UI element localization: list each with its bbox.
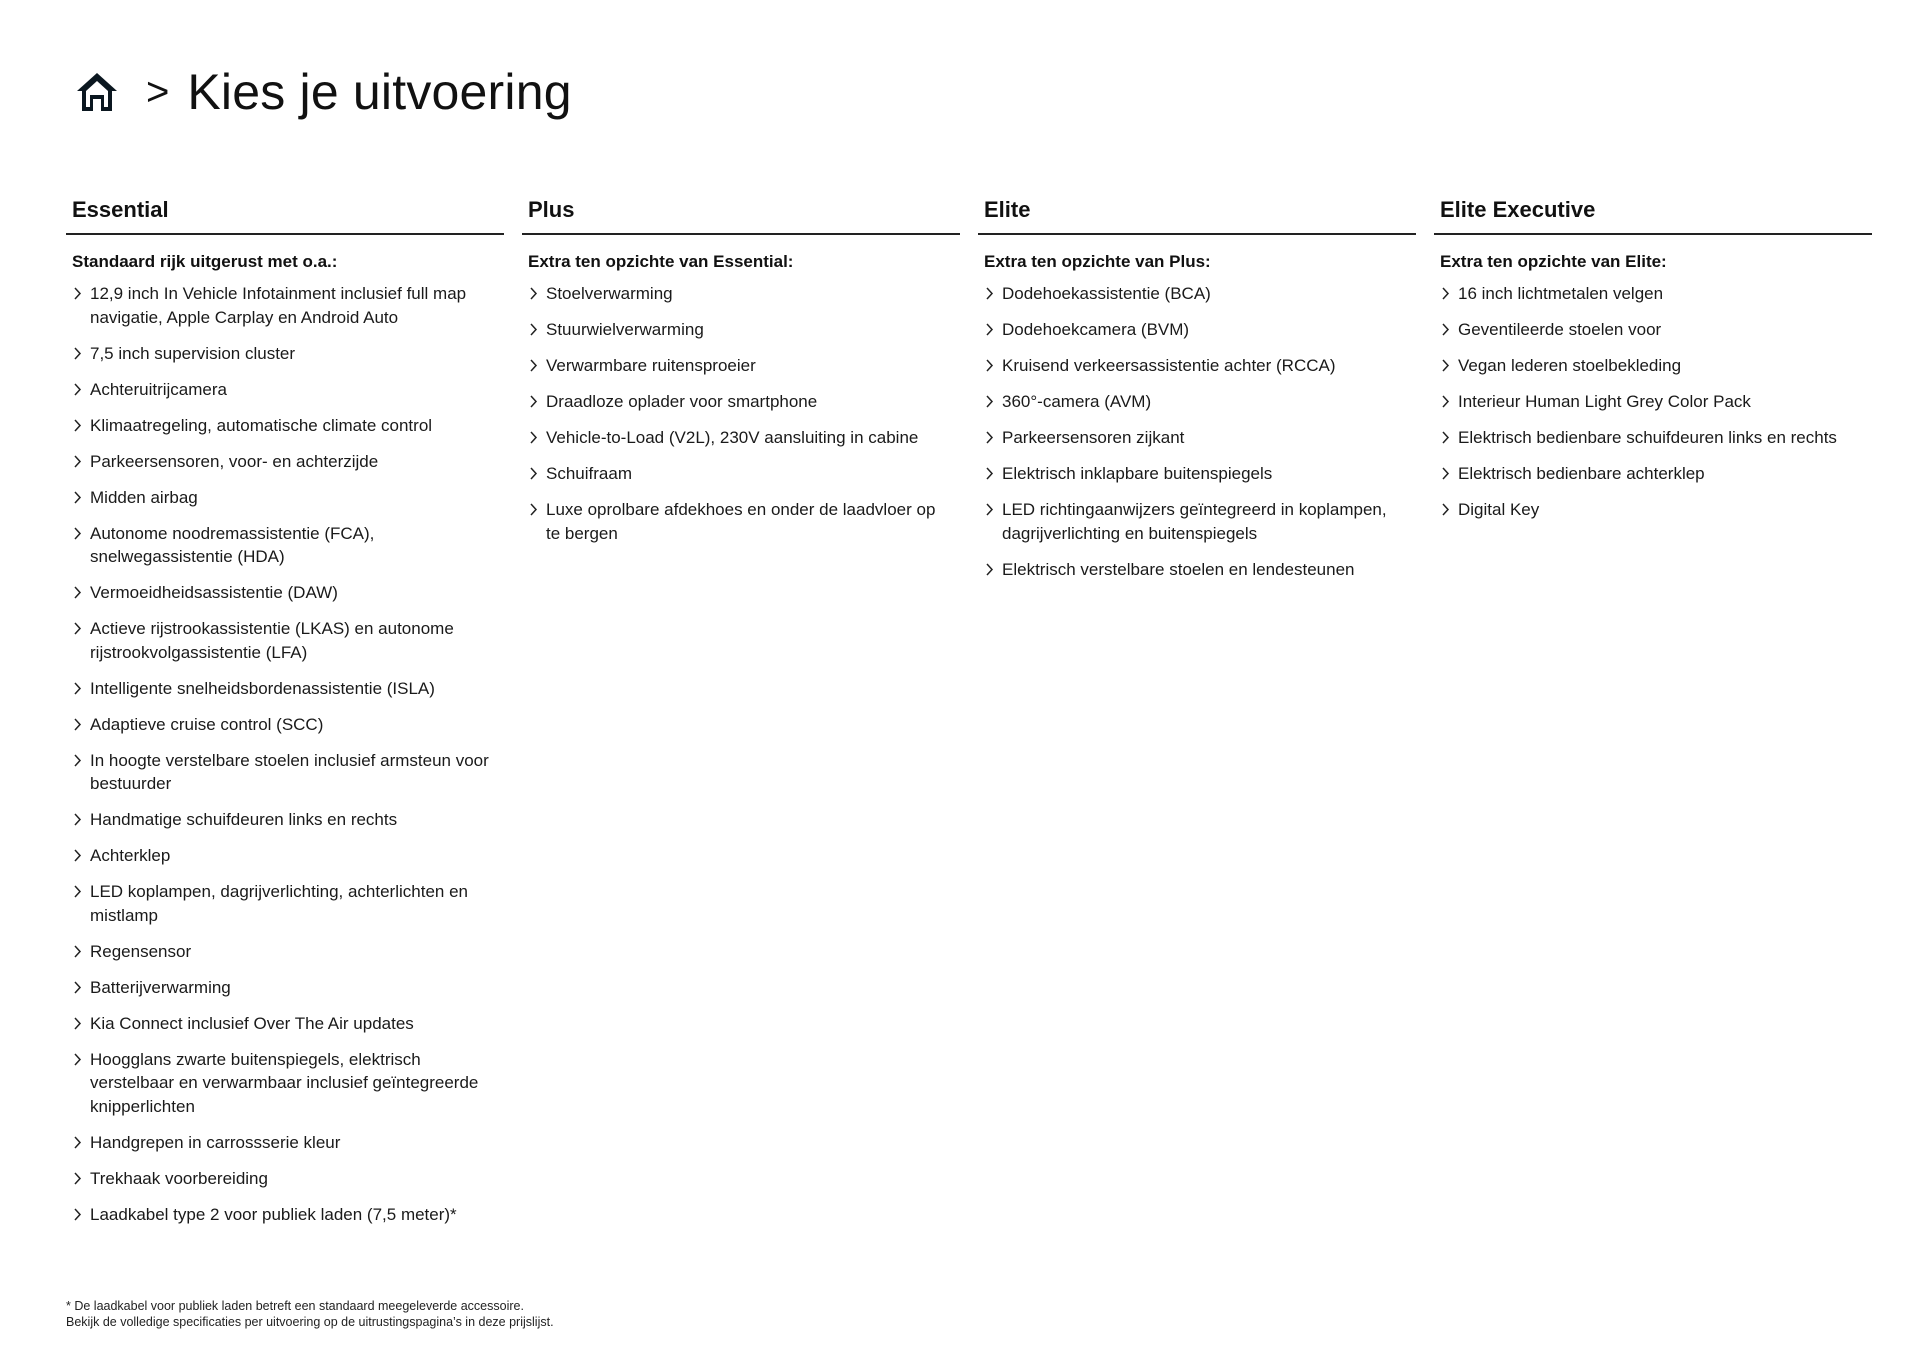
chevron-right-icon bbox=[72, 749, 84, 772]
feature-item bbox=[72, 1131, 504, 1155]
footnote-line-2: Bekijk de volledige specificaties per uitvoering op de uitrustingspagina’s in deze prijslijst. bbox=[66, 1315, 554, 1329]
feature-text: Adaptieve cruise control (SCC) bbox=[90, 714, 324, 734]
feature-text: Batterijverwarming bbox=[90, 977, 231, 997]
chevron-right-icon bbox=[72, 378, 84, 401]
feature-text: Elektrisch inklapbare buitenspiegels bbox=[1002, 464, 1273, 483]
feature-item bbox=[984, 354, 1416, 378]
feature-text: Luxe oprolbare afdekhoes en onder de laadvloer op te bergen bbox=[546, 500, 936, 543]
trim-heading: Essential bbox=[66, 193, 504, 235]
feature-text: Parkeersensoren, voor- en achterzijde bbox=[90, 451, 379, 471]
feature-item bbox=[984, 558, 1416, 582]
feature-item bbox=[72, 844, 504, 868]
chevron-right-icon bbox=[528, 318, 540, 341]
feature-item bbox=[72, 940, 504, 964]
feature-item bbox=[528, 354, 960, 378]
feature-list bbox=[522, 282, 960, 545]
feature-item bbox=[1440, 498, 1872, 522]
feature-item bbox=[72, 617, 504, 664]
feature-item bbox=[528, 390, 960, 414]
feature-text: Klimaatregeling, automatische climate control bbox=[90, 415, 433, 435]
chevron-right-icon bbox=[72, 1012, 84, 1035]
feature-text: Actieve rijstrookassistentie (LKAS) en autonome rijstrookvolgassistentie (LFA) bbox=[90, 619, 454, 662]
chevron-right-icon bbox=[528, 498, 540, 521]
chevron-right-icon bbox=[528, 462, 540, 485]
chevron-right-icon bbox=[984, 354, 996, 377]
feature-item bbox=[984, 282, 1416, 306]
feature-item bbox=[528, 426, 960, 450]
feature-text: Autonome noodremassistentie (FCA), snelwegassistentie (HDA) bbox=[90, 523, 375, 566]
feature-text: Regensensor bbox=[90, 941, 192, 961]
feature-text: Elektrisch bedienbare schuifdeuren links en rechts bbox=[1458, 428, 1837, 447]
chevron-right-icon bbox=[72, 677, 84, 700]
feature-text: Elektrisch bedienbare achterklep bbox=[1458, 464, 1705, 483]
chevron-right-icon bbox=[984, 282, 996, 305]
feature-item bbox=[1440, 462, 1872, 486]
chevron-right-icon bbox=[72, 808, 84, 831]
feature-item bbox=[72, 342, 504, 366]
feature-text: 360°-camera (AVM) bbox=[1002, 392, 1152, 411]
chevron-right-icon bbox=[72, 581, 84, 604]
breadcrumb bbox=[74, 62, 572, 122]
feature-item bbox=[528, 498, 960, 545]
feature-text: LED richtingaanwijzers geïntegreerd in koplampen, dagrijverlichting en buitenspiegels bbox=[1002, 500, 1387, 543]
feature-text: Draadloze oplader voor smartphone bbox=[546, 392, 818, 411]
feature-item bbox=[984, 498, 1416, 545]
feature-item bbox=[528, 282, 960, 306]
feature-text: Geventileerde stoelen voor bbox=[1458, 320, 1662, 339]
feature-item bbox=[72, 677, 504, 701]
feature-text: Kruisend verkeersassistentie achter (RCCA) bbox=[1002, 356, 1336, 375]
trim-subheading: Extra ten opzichte van Essential: bbox=[528, 252, 794, 271]
feature-text: LED koplampen, dagrijverlichting, achterlichten en mistlamp bbox=[90, 882, 468, 925]
feature-item bbox=[984, 462, 1416, 486]
feature-text: Trekhaak voorbereiding bbox=[90, 1168, 268, 1188]
feature-text: Digital Key bbox=[1458, 500, 1540, 519]
breadcrumb-separator: > bbox=[146, 70, 170, 114]
feature-item bbox=[72, 713, 504, 737]
feature-item bbox=[1440, 354, 1872, 378]
feature-item bbox=[528, 462, 960, 486]
trim-heading: Elite Executive bbox=[1434, 193, 1872, 235]
feature-item bbox=[72, 282, 504, 329]
home-icon[interactable] bbox=[74, 69, 120, 115]
page-title: Kies je uitvoering bbox=[187, 64, 572, 120]
chevron-right-icon bbox=[528, 354, 540, 377]
feature-text: Dodehoekcamera (BVM) bbox=[1002, 320, 1190, 339]
feature-text: Vegan lederen stoelbekleding bbox=[1458, 356, 1682, 375]
trim-heading: Elite bbox=[978, 193, 1416, 235]
feature-item bbox=[1440, 282, 1872, 306]
feature-text: Laadkabel type 2 voor publiek laden (7,5 meter)* bbox=[90, 1204, 457, 1224]
feature-text: Vermoeidheidsassistentie (DAW) bbox=[90, 583, 338, 602]
feature-text: 12,9 inch In Vehicle Infotainment inclusief full map navigatie, Apple Carplay en Android Auto bbox=[90, 284, 467, 327]
chevron-right-icon bbox=[1440, 282, 1452, 305]
feature-text: Stoelverwarming bbox=[546, 284, 673, 303]
chevron-right-icon bbox=[1440, 498, 1452, 521]
chevron-right-icon bbox=[72, 1167, 84, 1190]
trim-subheading: Extra ten opzichte van Elite: bbox=[1440, 252, 1667, 271]
feature-item bbox=[72, 808, 504, 832]
chevron-right-icon bbox=[72, 976, 84, 999]
chevron-right-icon bbox=[72, 486, 84, 509]
trim-column-essential bbox=[66, 193, 504, 1239]
feature-text: Parkeersensoren zijkant bbox=[1002, 428, 1185, 447]
feature-item bbox=[72, 378, 504, 402]
chevron-right-icon bbox=[72, 1203, 84, 1226]
chevron-right-icon bbox=[528, 390, 540, 413]
chevron-right-icon bbox=[984, 318, 996, 341]
feature-item bbox=[72, 1203, 504, 1227]
feature-text: In hoogte verstelbare stoelen inclusief armsteun voor bestuurder bbox=[90, 750, 489, 793]
feature-item bbox=[72, 486, 504, 510]
chevron-right-icon bbox=[1440, 426, 1452, 449]
feature-item bbox=[72, 749, 504, 796]
feature-item bbox=[1440, 426, 1872, 450]
feature-text: Dodehoekassistentie (BCA) bbox=[1002, 284, 1211, 303]
feature-item bbox=[984, 390, 1416, 414]
chevron-right-icon bbox=[984, 462, 996, 485]
feature-text: Stuurwielverwarming bbox=[546, 320, 704, 339]
chevron-right-icon bbox=[72, 844, 84, 867]
feature-text: Handgrepen in carrossserie kleur bbox=[90, 1132, 341, 1152]
feature-text: Midden airbag bbox=[90, 487, 198, 507]
feature-item bbox=[528, 318, 960, 342]
chevron-right-icon bbox=[72, 414, 84, 437]
feature-item bbox=[984, 318, 1416, 342]
chevron-right-icon bbox=[1440, 318, 1452, 341]
feature-item bbox=[72, 1048, 504, 1119]
feature-text: Vehicle-to-Load (V2L), 230V aansluiting in cabine bbox=[546, 428, 919, 447]
chevron-right-icon bbox=[72, 880, 84, 903]
chevron-right-icon bbox=[1440, 390, 1452, 413]
chevron-right-icon bbox=[72, 940, 84, 963]
feature-text: Achteruitrijcamera bbox=[90, 379, 227, 399]
trim-heading: Plus bbox=[522, 193, 960, 235]
feature-text: Intelligente snelheidsbordenassistentie (ISLA) bbox=[90, 678, 435, 698]
feature-text: Schuifraam bbox=[546, 464, 632, 483]
feature-text: Interieur Human Light Grey Color Pack bbox=[1458, 392, 1751, 411]
trim-subheading: Standaard rijk uitgerust met o.a.: bbox=[72, 252, 338, 271]
trim-columns bbox=[66, 193, 1874, 1239]
feature-text: Hoogglans zwarte buitenspiegels, elektrisch verstelbaar en verwarmbaar inclusief geïntegreerde knipperlichten bbox=[90, 1049, 479, 1116]
feature-item bbox=[72, 1012, 504, 1036]
feature-list bbox=[978, 282, 1416, 581]
feature-item bbox=[1440, 390, 1872, 414]
feature-text: 7,5 inch supervision cluster bbox=[90, 343, 296, 363]
trim-column-plus bbox=[522, 193, 960, 1239]
footnote bbox=[66, 1298, 554, 1330]
chevron-right-icon bbox=[528, 282, 540, 305]
feature-text: 16 inch lichtmetalen velgen bbox=[1458, 284, 1664, 303]
feature-item bbox=[984, 426, 1416, 450]
feature-text: Kia Connect inclusief Over The Air updates bbox=[90, 1013, 414, 1033]
feature-item bbox=[1440, 318, 1872, 342]
chevron-right-icon bbox=[72, 617, 84, 640]
feature-item bbox=[72, 522, 504, 569]
trim-column-elite-executive bbox=[1434, 193, 1872, 1239]
feature-list bbox=[66, 282, 504, 1226]
chevron-right-icon bbox=[984, 390, 996, 413]
chevron-right-icon bbox=[72, 342, 84, 365]
feature-item bbox=[72, 976, 504, 1000]
chevron-right-icon bbox=[72, 522, 84, 545]
chevron-right-icon bbox=[984, 558, 996, 581]
feature-text: Verwarmbare ruitensproeier bbox=[546, 356, 756, 375]
chevron-right-icon bbox=[72, 1131, 84, 1154]
feature-text: Elektrisch verstelbare stoelen en lendesteunen bbox=[1002, 559, 1355, 579]
feature-item bbox=[72, 1167, 504, 1191]
chevron-right-icon bbox=[72, 450, 84, 473]
feature-item bbox=[72, 450, 504, 474]
trim-column-elite bbox=[978, 193, 1416, 1239]
chevron-right-icon bbox=[72, 282, 84, 305]
feature-item bbox=[72, 581, 504, 605]
chevron-right-icon bbox=[72, 1048, 84, 1071]
trim-subheading: Extra ten opzichte van Plus: bbox=[984, 252, 1211, 271]
feature-text: Handmatige schuifdeuren links en rechts bbox=[90, 810, 398, 829]
chevron-right-icon bbox=[528, 426, 540, 449]
footnote-line-1: * De laadkabel voor publiek laden betreft een standaard meegeleverde accessoire. bbox=[66, 1299, 524, 1313]
feature-item bbox=[72, 880, 504, 927]
chevron-right-icon bbox=[1440, 354, 1452, 377]
feature-item bbox=[72, 414, 504, 438]
feature-list bbox=[1434, 282, 1872, 522]
chevron-right-icon bbox=[984, 426, 996, 449]
feature-text: Achterklep bbox=[90, 846, 171, 865]
chevron-right-icon bbox=[72, 713, 84, 736]
chevron-right-icon bbox=[1440, 462, 1452, 485]
chevron-right-icon bbox=[984, 498, 996, 521]
